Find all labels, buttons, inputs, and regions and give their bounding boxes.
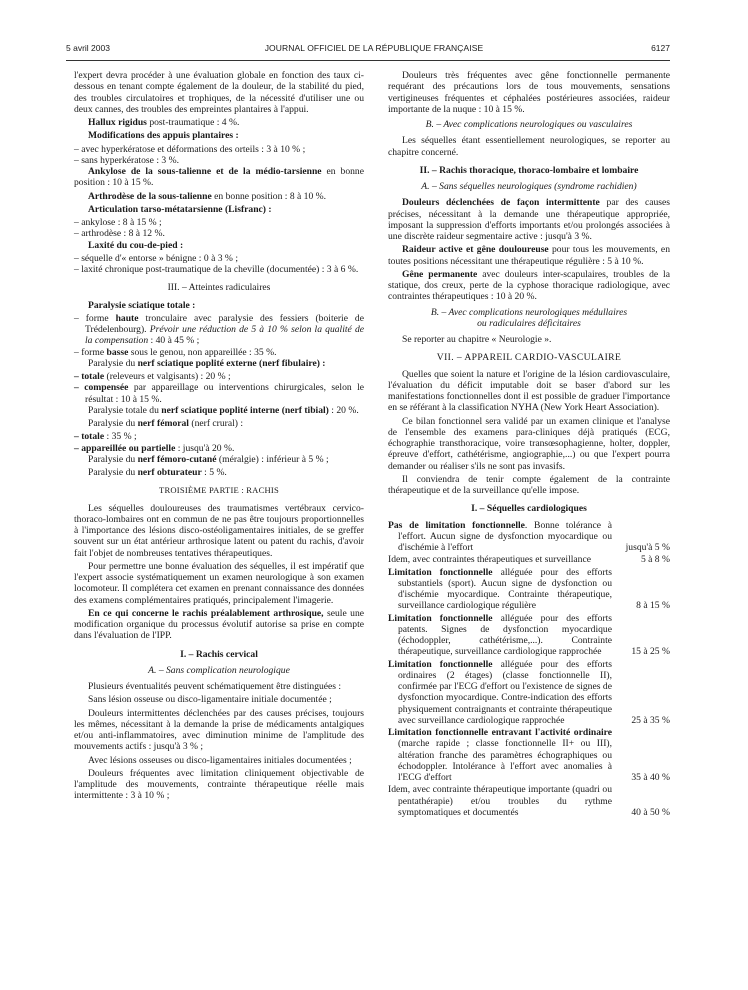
table-cell-description: Limitation fonctionnelle alléguée pour des efforts ordinaires (2 étages) (classe fonctionnelle II), confirmée par l'ECG d'effort ou l'existence de signes de dysfonction myocardique. Contre-indication des efforts physiquement contraignants et contrainte thérapeutique avec surveillance cardiologique rapprochée <box>388 658 612 726</box>
subsection-heading-sans-sequelles: A. – Sans séquelles neurologiques (syndrome rachidien) <box>421 181 637 192</box>
header-date: 5 avril 2003 <box>66 43 110 53</box>
table-cell-description: Limitation fonctionnelle alléguée pour des efforts patents. Signes de dysfonction myocardique (échodoppler, cathétérisme,...). Contrainte thérapeutique, surveillance cardiologique rapprochée <box>388 612 612 658</box>
ankylose-item: Ankylose de la sous-talienne et de la médio-tarsienne en bonne position : 10 à 15 %. <box>74 166 364 189</box>
table-cell-description: Idem, avec contraintes thérapeutiques et surveillance <box>388 554 591 566</box>
table-cell-rate: 35 à 40 % <box>631 772 670 783</box>
lisfranc-heading: Articulation tarso-métatarsienne (Lisfranc) : <box>88 203 272 215</box>
subsection-heading-radiculaires: ou radiculaires déficitaires <box>477 317 581 329</box>
cervical-paragraph-1: Plusieurs éventualités peuvent schématiquement être distinguées : <box>88 681 342 692</box>
douleurs-item: Douleurs déclenchées de façon intermittente par des causes précises, nécessitant à la demande une thérapeutique appropriée, imposant la suppression d'efforts importants et/ou prolongés associées à une discrète raideur segmentaire active : jusqu'à 3 %. <box>388 197 670 242</box>
section-heading-thoraco-lombaire: II. – Rachis thoracique, thoraco-lombaire et lombaire <box>419 164 639 176</box>
cervical-paragraph-2: Sans lésion osseuse ou disco-ligamentaire initiale documentée ; <box>88 694 332 706</box>
rachis-paragraph-3: En ce qui concerne le rachis préalablement arthrosique, seule une modification organique du processus évolutif autorise sa prise en compte dans l'évaluation de l'IPP. <box>74 607 364 642</box>
rachis-paragraph-2: Pour permettre une bonne évaluation des séquelles, il est impératif que l'expert associe systématiquement un examen neurologique à son examen locomoteur. Il complétera cet examen en prenant connaissance des données des examens complémentaires pratiqués, principalement l'imagerie. <box>74 560 364 606</box>
left-column <box>74 70 364 804</box>
cardio-paragraph-3: Il conviendra de tenir compte également de la contrainte thérapeutique et de la surveillance qu'elle impose. <box>388 473 670 496</box>
table-cell-description: Limitation fonctionnelle alléguée pour des efforts substantiels (sport). Aucun signe de dysfonction ou d'ischémie myocardique. Contrainte thérapeutique, surveillance cardiologique régulière <box>388 566 612 612</box>
table-row <box>388 520 670 555</box>
subsection-heading-sans-complication: A. – Sans complication neurologique <box>148 664 290 676</box>
table-cell-rate: 25 à 35 % <box>631 714 670 726</box>
lisfranc-item-2: – arthrodèse : 8 à 12 %. <box>74 228 165 240</box>
laxite-heading: Laxité du cou-de-pied : <box>88 239 184 251</box>
table-row <box>388 554 670 566</box>
header-rule <box>66 60 670 61</box>
chapter-heading-cardio: VII. – APPAREIL CARDIO-VASCULAIRE <box>436 352 622 364</box>
neurologie-reference: Se reporter au chapitre « Neurologie ». <box>402 334 552 345</box>
femoral-item-1: – totale : 35 % ; <box>74 431 137 443</box>
cervical-paragraph-4: Avec lésions osseuses ou disco-ligamentaires initiales documentées ; <box>88 754 352 766</box>
table-row <box>388 613 670 659</box>
femoral-heading: Paralysie du nerf fémoral (nerf crural) : <box>88 418 244 429</box>
cervical-paragraph-5: Douleurs fréquentes avec limitation cliniquement objectivable de l'amplitude des mouvements, contrainte thérapeutique réelle mais intermittente : 3 à 10 % ; <box>74 767 364 802</box>
section-heading-cardiologiques: I. – Séquelles cardiologiques <box>471 503 587 515</box>
subsection-heading-avec-complications: B. – Avec complications neurologiques ou vasculaires <box>425 119 633 130</box>
hallux-item: Hallux rigidus post-traumatique : 4 %. <box>88 117 240 128</box>
section-heading-radiculaires: III. – Atteintes radiculaires <box>167 282 271 294</box>
right-column <box>388 70 670 819</box>
table-row <box>388 659 670 728</box>
appuis-item-2: – sans hyperkératose : 3 %. <box>74 154 179 166</box>
rates-table <box>388 520 670 820</box>
appuis-item-1: – avec hyperkératose et déformations des orteils : 3 à 10 % ; <box>74 143 306 155</box>
cervical-paragraph-3: Douleurs intermittentes déclenchées par des causes précises, toujours les mêmes, nécessitant à la demande la prise de médicaments antalgiques et/ou anti-inflammatoires, avec diminution minime de l'amplitude des mouvements actifs : jusqu'à 3 % ; <box>74 707 364 753</box>
spe-heading: Paralysie du nerf sciatique poplité externe (nerf fibulaire) : <box>88 357 326 369</box>
sciatique-item-2: – forme basse sous le genou, non appareillée : 35 %. <box>74 346 277 358</box>
femoro-cutane-item: Paralysie du nerf fémoro-cutané (méralgie) : inférieur à 5 % ; <box>88 453 329 465</box>
table-cell-rate: 8 à 15 % <box>636 600 670 612</box>
cervical-paragraph-7: Les séquelles étant essentiellement neurologiques, se reporter au chapitre concerné. <box>388 135 670 158</box>
sciatique-heading: Paralysie sciatique totale : <box>88 299 196 311</box>
lisfranc-item-1: – ankylose : 8 à 15 % ; <box>74 217 162 228</box>
table-cell-rate: 5 à 8 % <box>640 554 670 566</box>
spe-item-1: – totale (releveurs et valgisants) : 20 % ; <box>74 371 231 382</box>
table-cell-rate: 40 à 50 % <box>631 806 670 818</box>
femoral-item-2: – appareillée ou partielle : jusqu'à 20 %. <box>74 442 235 454</box>
cardio-paragraph-1: Quelles que soient la nature et l'origine de la lésion cardiovasculaire, l'évaluation du déficit imputable doit se baser d'abord sur les manifestations fonctionnelles dont il est possible de graduer l'importance en se référant à la classification NYHA (New York Heart Association). <box>388 368 670 414</box>
section-heading-cervical: I. – Rachis cervical <box>180 648 258 660</box>
rachis-paragraph-1: Les séquelles douloureuses des traumatismes vertébraux cervico-thoraco-lombaires ont en commun de ne pas être toujours proportionnelles à l'importance des lésions disco-ostéoligamentaires initiales, de se greffer souvent sur un état antérieur arthrosique latent ou patent du rachis, d'avoir fait l'objet de nombreuses tentatives thérapeutiques. <box>74 502 364 559</box>
cardio-paragraph-2: Ce bilan fonctionnel sera validé par un examen clinique et l'analyse de l'ensemble des examens para-cliniques déjà pratiqués (ECG, échographie transthoracique, voire transœsophagienne, holter, doppler, épreuve d'effort, cathétérisme, angiographie,...) ou que l'expert pourra demander ou réaliser s'ils ne sont pas invasifs. <box>388 415 670 472</box>
laxite-item-2: – laxité chronique post-traumatique de la cheville (documentée) : 3 à 6 %. <box>74 264 359 275</box>
laxite-item-1: – séquelle d'« entorse » bénigne : 0 à 3 % ; <box>74 252 238 264</box>
part-heading-rachis: TROISIÈME PARTIE : RACHIS <box>159 485 279 496</box>
gene-item: Gêne permanente avec douleurs inter-scapulaires, troubles de la statique, dos creux, perte de la cyphose thoracique radiologique, avec contraintes thérapeutiques : 10 à 20 %. <box>388 268 670 303</box>
appuis-heading: Modifications des appuis plantaires : <box>88 130 239 142</box>
arthrodese-item: Arthrodèse de la sous-talienne en bonne position : 8 à 10 %. <box>88 190 327 202</box>
intro-paragraph: l'expert devra procéder à une évaluation globale en fonction des taux ci-dessous en tenant compte également de la douleur, de la stabilité du pied, des troubles circulatoires et trophiques, de la nécessité d'utiliser une ou deux cannes, des troubles des empreintes plantaires à l'appui. <box>74 70 364 115</box>
header-journal-title: JOURNAL OFFICIEL DE LA RÉPUBLIQUE FRANÇAISE <box>264 43 484 53</box>
sciatique-item-1: – forme haute tronculaire avec paralysie des fessiers (boiterie de Trédelenbourg). Prévoir une réduction de 5 à 10 % selon la qualité de la compensation : 40 à 45 % ; <box>74 312 364 347</box>
table-cell-rate: jusqu'à 5 % <box>625 542 670 553</box>
spi-item: Paralysie totale du nerf sciatique poplité interne (nerf tibial) : 20 %. <box>88 404 359 416</box>
obturateur-item: Paralysie du nerf obturateur : 5 %. <box>88 467 227 478</box>
table-cell-rate: 15 à 25 % <box>631 646 670 658</box>
table-cell-description: Idem, avec contrainte thérapeutique importante (quadri ou pentathérapie) et/ou troubles du rythme symptomatiques et documentés <box>388 784 612 818</box>
page-header <box>0 43 748 59</box>
table-row <box>388 727 670 784</box>
table-row <box>388 784 670 819</box>
header-page-number: 6127 <box>651 43 670 53</box>
table-row <box>388 567 670 613</box>
table-cell-description: Limitation fonctionnelle entravant l'activité ordinaire (marche rapide ; classe fonctionnelle II+ ou III), altération franche des paramètres échographiques ou échodoppler. Intolérance à l'effort avec anomalies à l'ECG d'effort <box>388 727 612 783</box>
raideur-item: Raideur active et gêne douloureuse pour tous les mouvements, en toutes positions nécessitant une thérapeutique régulière : 5 à 10 %. <box>388 244 670 267</box>
spe-item-2: – compensée par appareillage ou interventions chirurgicales, selon le résultat : 10 à 15 %. <box>74 382 365 405</box>
cervical-paragraph-6: Douleurs très fréquentes avec gêne fonctionnelle permanente requérant des précautions lors de tous mouvements, sensations vertigineuses fréquentes et céphalées postérieures associées, raideur importante de la nuque : 10 à 15 %. <box>388 70 670 115</box>
subsection-heading-medullaires: B. – Avec complications neurologiques médullaires <box>430 306 628 318</box>
table-cell-description: Pas de limitation fonctionnelle. Bonne tolérance à l'effort. Aucun signe de dysfonction myocardique ou d'ischémie à l'effort <box>388 519 612 553</box>
